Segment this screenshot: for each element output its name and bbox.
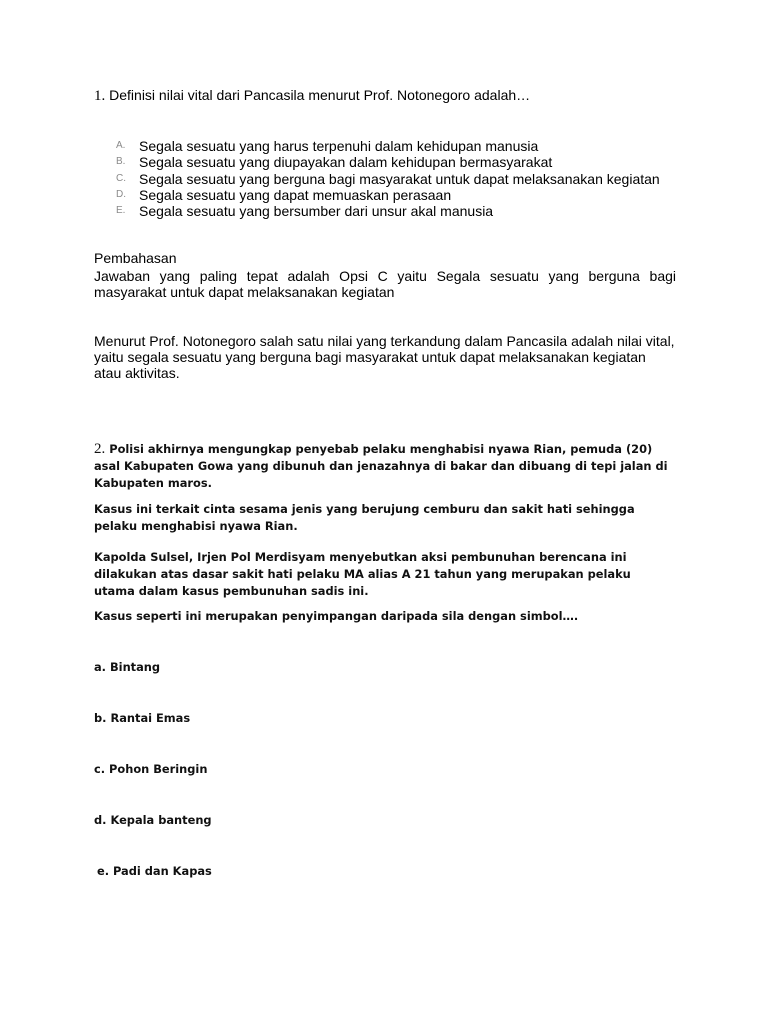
option-letter: D. <box>116 188 126 200</box>
question-1-options <box>116 138 696 219</box>
option-d <box>116 187 696 203</box>
question-2-intro-text: Polisi akhirnya mengungkap penyebab pelaku menghabisi nyawa Rian, pemuda (20) asal Kabupaten Gowa yang dibunuh dan jenazahnya di bakar dan dibuang di tepi jalan di Kabupaten maros. <box>94 442 668 490</box>
option-e <box>116 203 696 219</box>
question-2-prompt: Kasus seperti ini merupakan penyimpangan daripada sila dengan simbol…. <box>94 609 579 623</box>
option-text: Segala sesuatu yang berguna bagi masyarakat untuk dapat melaksanakan kegiatan <box>139 170 660 187</box>
option-letter: A. <box>116 140 126 151</box>
question-2-option-e: e. Padi dan Kapas <box>97 864 212 878</box>
option-letter: B. <box>116 156 126 168</box>
discussion-answer: Jawaban yang paling tepat adalah Opsi C yaitu Segala sesuatu yang berguna bagi masyarakat untuk dapat melaksanakan kegiatan <box>94 268 676 300</box>
question-1-number: 1. <box>94 88 106 104</box>
option-a <box>116 138 696 154</box>
question-2-intro <box>94 441 674 492</box>
option-text: Segala sesuatu yang harus terpenuhi dalam kehidupan manusia <box>139 138 539 154</box>
option-b <box>116 154 696 170</box>
discussion-heading: Pembahasan <box>94 250 177 266</box>
discussion-explanation: Menurut Prof. Notonegoro salah satu nilai yang terkandung dalam Pancasila adalah nilai vital, yaitu segala sesuatu yang berguna bagi masyarakat untuk dapat melaksanakan kegiatan atau aktivitas. <box>94 333 675 381</box>
option-text: Segala sesuatu yang diupayakan dalam kehidupan bermasyarakat <box>139 154 553 171</box>
question-1-text: Definisi nilai vital dari Pancasila menurut Prof. Notonegoro adalah… <box>109 87 531 103</box>
question-2-option-d: d. Kepala banteng <box>94 813 212 827</box>
question-2-option-a: a. Bintang <box>94 660 161 674</box>
option-letter: E. <box>116 205 126 217</box>
question-2-number: 2. <box>94 441 106 457</box>
question-2-option-b: b. Rantai Emas <box>94 711 191 725</box>
option-letter: C. <box>116 172 126 184</box>
option-text: Segala sesuatu yang dapat memuaskan perasaan <box>139 186 452 203</box>
question-2-paragraph-3: Kapolda Sulsel, Irjen Pol Merdisyam menyebutkan aksi pembunuhan berencana ini dilakukan atas dasar sakit hati pelaku MA alias A 21 tahun yang merupakan pelaku utama dalam kasus pembunuhan sadis ini. <box>94 550 631 598</box>
question-2-paragraph-2: Kasus ini terkait cinta sesama jenis yang berujung cemburu dan sakit hati sehingga pelaku menghabisi nyawa Rian. <box>94 502 635 533</box>
question-1 <box>94 87 694 105</box>
question-2-option-c: c. Pohon Beringin <box>94 762 208 776</box>
option-c <box>116 171 696 187</box>
option-text: Segala sesuatu yang bersumber dari unsur akal manusia <box>139 203 494 220</box>
